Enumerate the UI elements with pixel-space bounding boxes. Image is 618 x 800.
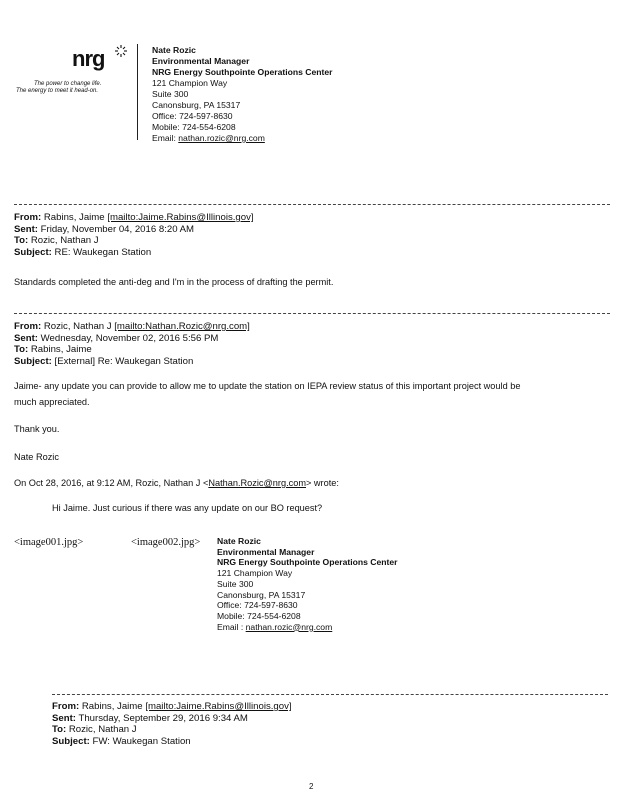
nrg-tagline-2: The energy to meet it head-on. — [16, 88, 99, 94]
email2-from-name: Rozic, Nathan J — [41, 321, 115, 332]
email3-sent-label: Sent: — [52, 712, 76, 724]
separator-1 — [14, 204, 610, 205]
email3-subject-label: Subject: — [52, 735, 90, 747]
page-number: 2 — [309, 782, 314, 791]
email2-to-label: To: — [14, 344, 29, 355]
email1-to-label: To: — [14, 235, 29, 246]
sig-email-link[interactable]: nathan.rozic@nrg.com — [178, 133, 265, 143]
email2-subject-label: Subject: — [14, 355, 52, 367]
qsig-suite: Suite 300 — [217, 578, 254, 589]
quote-header-pre: On Oct 28, 2016, at 9:12 AM, Rozic, Nathan J < — [14, 478, 209, 488]
qsig-org: NRG Energy Southpointe Operations Center — [217, 557, 398, 568]
email3-subject: FW: Waukegan Station — [89, 735, 191, 747]
sig-city: Canonsburg, PA 15317 — [152, 100, 241, 110]
email3-from-name: Rabins, Jaime — [79, 701, 146, 712]
email2-header — [14, 321, 250, 367]
sig-suite: Suite 300 — [152, 89, 189, 99]
email2-to: Rabins, Jaime — [28, 344, 92, 355]
quote-body: Hi Jaime. Just curious if there was any update on our BO request? — [52, 503, 323, 513]
email1-header — [14, 212, 254, 258]
image1-placeholder: <image001.jpg> — [14, 537, 84, 548]
sig-name: Nate Rozic — [152, 45, 196, 55]
email1-sent: Friday, November 04, 2016 8:20 AM — [37, 223, 195, 235]
logo-divider — [137, 44, 138, 140]
signature-top — [152, 45, 333, 144]
email2-subject: [External] Re: Waukegan Station — [51, 355, 194, 367]
signature-quoted — [217, 536, 398, 632]
quote-header — [14, 477, 339, 489]
email2-body-line-1: Jaime- any update you can provide to allow me to update the station on IEPA review status of this important project would be — [14, 381, 521, 391]
email2-sent: Wednesday, November 02, 2016 5:56 PM — [37, 332, 219, 344]
sig-title: Environmental Manager — [152, 56, 250, 66]
qsig-office: Office: 724-597-8630 — [217, 600, 298, 611]
email3-header — [52, 701, 292, 747]
email1-to: Rozic, Nathan J — [28, 235, 99, 246]
email3-sent: Thursday, September 29, 2016 9:34 AM — [75, 712, 248, 724]
quote-header-email[interactable]: Nathan.Rozic@nrg.com — [208, 478, 306, 488]
email3-from-label: From: — [52, 701, 80, 712]
nrg-logo-wordmark: nrg — [72, 46, 105, 71]
separator-3 — [52, 694, 608, 695]
qsig-city: Canonsburg, PA 15317 — [217, 589, 306, 600]
email1-subject: RE: Waukegan Station — [51, 246, 152, 258]
email1-from-label: From: — [14, 212, 42, 223]
sig-org: NRG Energy Southpointe Operations Center — [152, 67, 333, 77]
email2-thanks: Thank you. — [14, 424, 60, 434]
qsig-email-link[interactable]: nathan.rozic@nrg.com — [245, 621, 333, 632]
nrg-logo — [8, 44, 128, 104]
qsig-mobile: Mobile: 724-554-6208 — [217, 610, 301, 621]
email3-to: Rozic, Nathan J — [66, 724, 137, 735]
separator-2 — [14, 313, 610, 314]
email1-from-link[interactable]: [mailto:Jaime.Rabins@Illinois.gov] — [107, 212, 254, 223]
email1-sent-label: Sent: — [14, 223, 38, 235]
sig-email-label: Email: — [152, 133, 179, 143]
qsig-email-label: Email : — [217, 621, 246, 632]
email3-to-label: To: — [52, 724, 67, 735]
email2-from-label: From: — [14, 321, 42, 332]
email1-from-name: Rabins, Jaime — [41, 212, 108, 223]
sunburst-icon — [114, 44, 128, 58]
qsig-name: Nate Rozic — [217, 536, 261, 546]
sig-office: Office: 724-597-8630 — [152, 111, 233, 121]
email2-signoff: Nate Rozic — [14, 452, 59, 462]
quote-header-post: > wrote: — [306, 478, 339, 488]
email2-body-line-2: much appreciated. — [14, 397, 90, 407]
sig-street: 121 Champion Way — [152, 78, 228, 88]
email3-from-link[interactable]: [mailto:Jaime.Rabins@Illinois.gov] — [145, 701, 292, 712]
email2-sent-label: Sent: — [14, 332, 38, 344]
sig-mobile: Mobile: 724-554-6208 — [152, 122, 236, 132]
image2-placeholder: <image002.jpg> — [131, 537, 201, 548]
qsig-title: Environmental Manager — [217, 546, 315, 557]
email1-body: Standards completed the anti-deg and I'm in the process of drafting the permit. — [14, 277, 334, 287]
email2-from-link[interactable]: [mailto:Nathan.Rozic@nrg.com] — [114, 321, 250, 332]
qsig-street: 121 Champion Way — [217, 568, 293, 579]
email1-subject-label: Subject: — [14, 246, 52, 258]
nrg-tagline-1: The power to change life. — [34, 81, 102, 87]
